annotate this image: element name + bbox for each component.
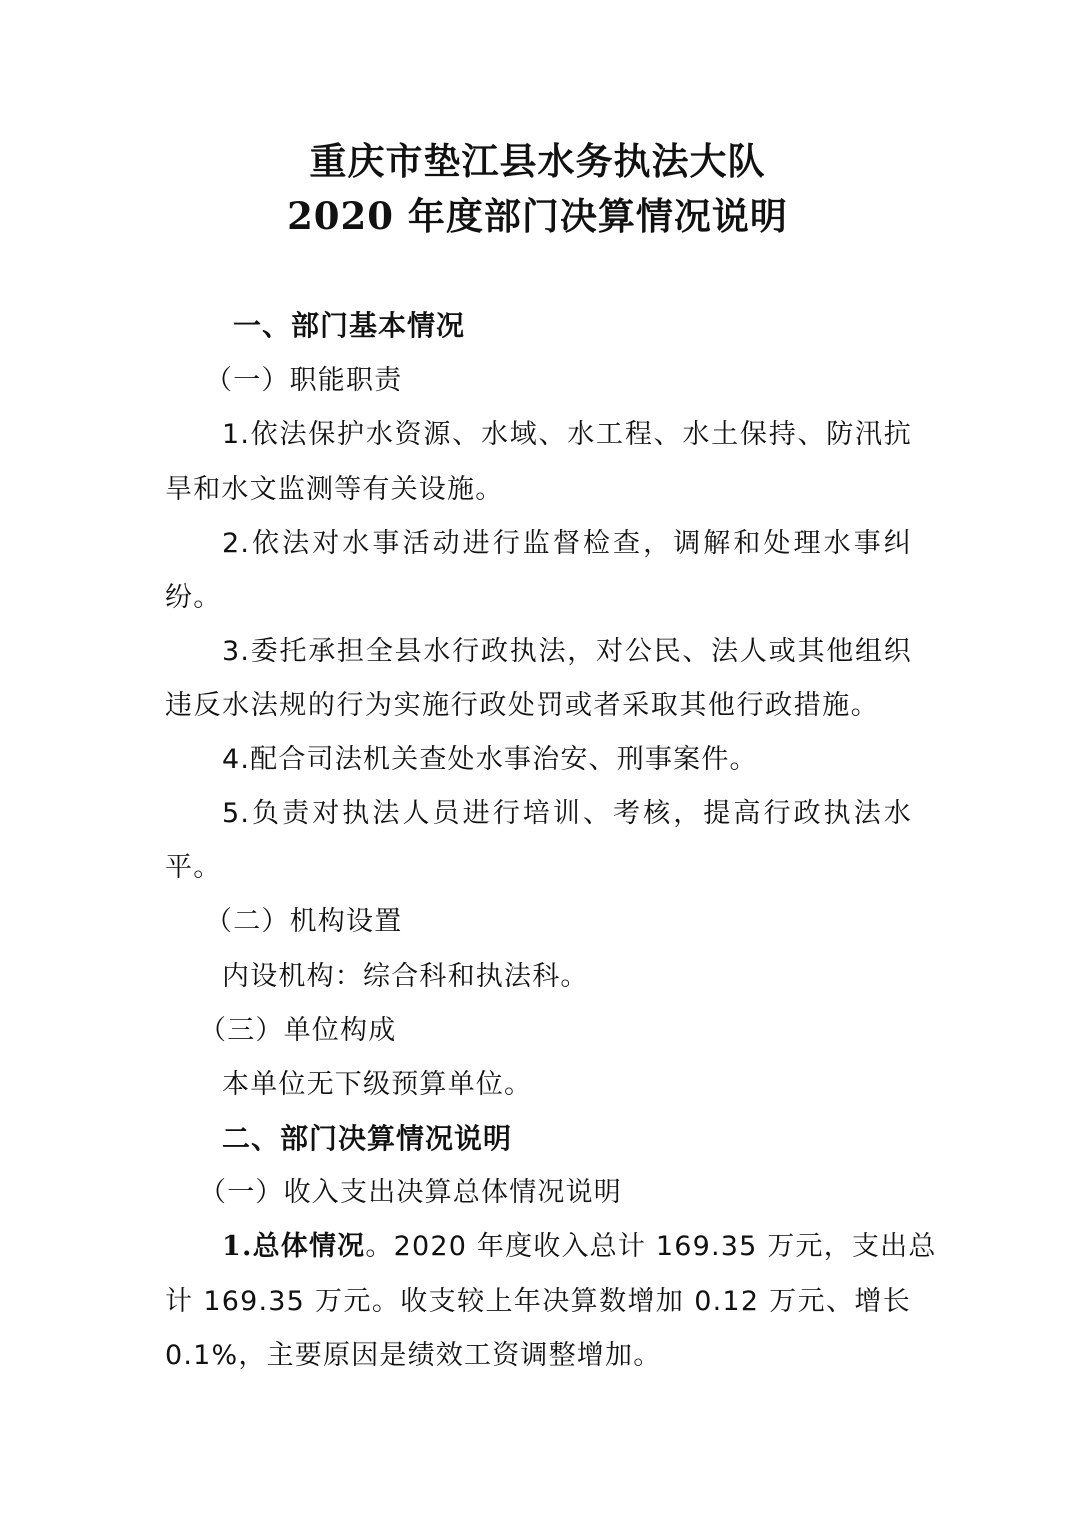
overall-lead-label: 1.总体情况 (222, 1231, 366, 1262)
section-2-heading: 二、部门决算情况说明 (222, 1122, 513, 1155)
subsection-1-2-heading: （二）机构设置 (205, 906, 403, 937)
subsection-1-3-heading: （三）单位构成 (199, 1015, 397, 1046)
org-structure-text: 内设机构：综合科和执法科。 (222, 961, 589, 992)
duty-item-2-line-1: 2.依法对水事活动进行监督检查，调解和处理水事纠 (222, 528, 912, 559)
overall-paragraph-line-2: 计 169.35 万元。收支较上年决算数增加 0.12 万元、增长 (165, 1286, 911, 1317)
unit-composition-text: 本单位无下级预算单位。 (222, 1069, 533, 1100)
duty-item-4: 4.配合司法机关查处水事治安、刑事案件。 (222, 744, 758, 775)
overall-paragraph-line-1-text: 。2020 年度收入总计 169.35 万元，支出总 (365, 1231, 937, 1262)
subsection-2-1-heading: （一）收入支出决算总体情况说明 (199, 1177, 622, 1208)
duty-item-5-line-1: 5.负责对执法人员进行培训、考核，提高行政执法水 (222, 798, 912, 829)
section-1-heading: 一、部门基本情况 (233, 309, 466, 342)
overall-paragraph-line-3: 0.1%，主要原因是绩效工资调整增加。 (165, 1340, 662, 1371)
duty-item-1-line-2: 旱和水文监测等有关设施。 (165, 474, 504, 505)
document-title-line-1: 重庆市垫江县水务执法大队 (309, 139, 766, 183)
duty-item-1-line-1: 1.依法保护水资源、水域、水工程、水土保持、防汛抗 (222, 419, 912, 450)
overall-paragraph-line-1 (222, 1227, 937, 1267)
duty-item-5-line-2: 平。 (165, 852, 222, 883)
duty-item-2-line-2: 纷。 (165, 582, 222, 613)
duty-item-3-line-2: 违反水法规的行为实施行政处罚或者采取其他行政措施。 (165, 690, 879, 721)
duty-item-3-line-1: 3.委托承担全县水行政执法，对公民、法人或其他组织 (222, 636, 912, 667)
subsection-1-1-heading: （一）职能职责 (205, 365, 403, 396)
document-title-line-2: 2020 年度部门决算情况说明 (287, 194, 788, 238)
